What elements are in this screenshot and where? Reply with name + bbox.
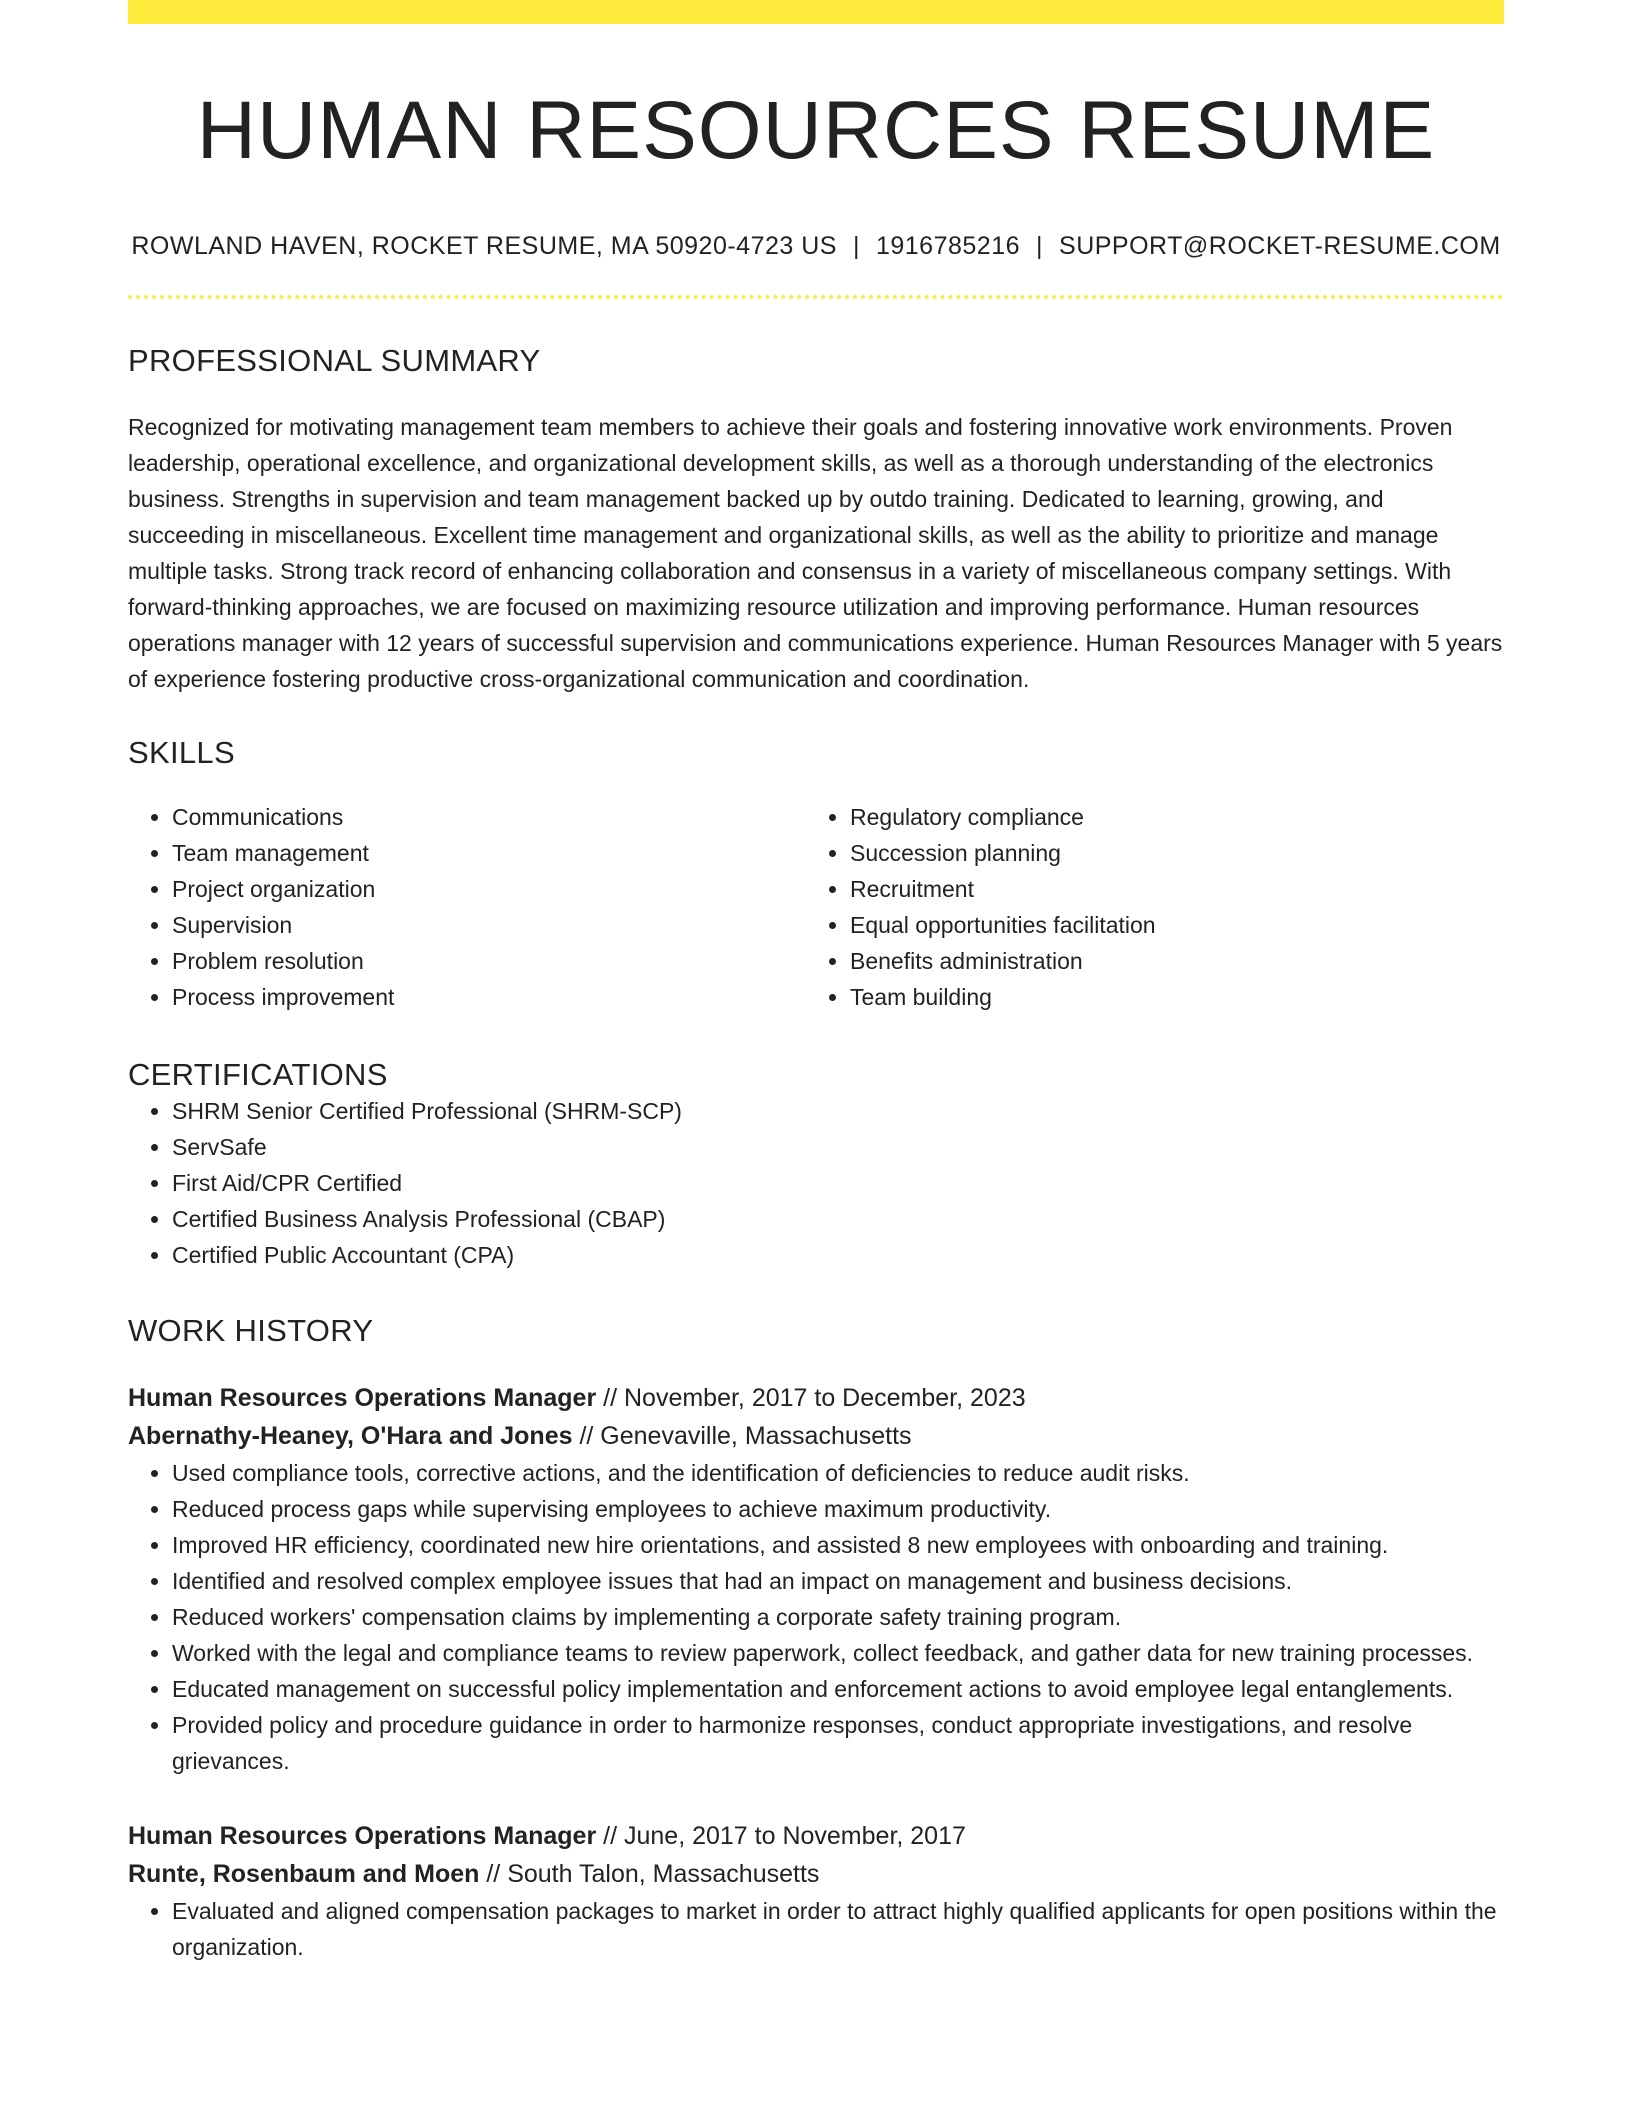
job-bullet: • Used compliance tools, corrective actions, and the identification of deficiencies to reduce audit risks. (172, 1455, 1504, 1491)
job-dates: // June, 2017 to November, 2017 (596, 1822, 966, 1851)
contact-email: SUPPORT@ROCKET-RESUME.COM (1059, 232, 1501, 261)
job-company-line (128, 1855, 1504, 1893)
skills-heading: SKILLS (128, 735, 235, 771)
certification-item: • Certified Public Accountant (CPA) (172, 1237, 1504, 1273)
job-entry (128, 1817, 1504, 1965)
job-location: // Genevaville, Massachusetts (572, 1422, 912, 1451)
skill-item: • Communications (172, 799, 806, 835)
skill-item: • Supervision (172, 907, 806, 943)
job-bullet: • Improved HR efficiency, coordinated new hire orientations, and assisted 8 new employees with onboarding and training. (172, 1527, 1504, 1563)
certification-item: • Certified Business Analysis Professional (CBAP) (172, 1201, 1504, 1237)
job-location: // South Talon, Massachusetts (479, 1860, 820, 1889)
skills-list-right (806, 799, 1484, 1015)
skills-columns (128, 799, 1504, 1015)
job-company: Runte, Rosenbaum and Moen (128, 1860, 480, 1889)
job-dates: // November, 2017 to December, 2023 (596, 1384, 1026, 1413)
job-bullet: • Reduced workers' compensation claims by implementing a corporate safety training program. (172, 1599, 1504, 1635)
certifications-list (128, 1093, 1504, 1273)
top-accent-bar (128, 0, 1504, 24)
job-bullets (128, 1893, 1504, 1965)
job-title: Human Resources Operations Manager (128, 1822, 597, 1851)
dotted-divider (128, 295, 1504, 299)
job-bullet: • Evaluated and aligned compensation packages to market in order to attract highly qualified applicants for open positions within the organization. (172, 1893, 1504, 1965)
contact-line (128, 232, 1504, 261)
skill-item: • Equal opportunities facilitation (850, 907, 1484, 943)
skills-column-right (806, 799, 1484, 1015)
job-bullet: • Identified and resolved complex employee issues that had an impact on management and business decisions. (172, 1563, 1504, 1599)
skill-item: • Team building (850, 979, 1484, 1015)
job-title-line (128, 1817, 1504, 1855)
skills-column-left (128, 799, 806, 1015)
certification-item: • First Aid/CPR Certified (172, 1165, 1504, 1201)
resume-page (128, 0, 1504, 1965)
contact-phone: 1916785216 (875, 232, 1021, 261)
job-bullet: • Worked with the legal and compliance teams to review paperwork, collect feedback, and gather data for new training processes. (172, 1635, 1504, 1671)
skill-item: • Benefits administration (850, 943, 1484, 979)
contact-separator: | (852, 232, 860, 261)
job-company-line (128, 1417, 1504, 1455)
summary-heading: PROFESSIONAL SUMMARY (128, 343, 541, 379)
skill-item: • Problem resolution (172, 943, 806, 979)
skill-item: • Project organization (172, 871, 806, 907)
contact-address: ROWLAND HAVEN, ROCKET RESUME, MA 50920-4723 US (131, 232, 837, 261)
skills-list-left (128, 799, 806, 1015)
job-bullet: • Reduced process gaps while supervising employees to achieve maximum productivity. (172, 1491, 1504, 1527)
summary-text: Recognized for motivating management team members to achieve their goals and fostering innovative work environments. Proven leadership, operational excellence, and organizational development skills, as well as a thorough understanding of the electronics business. Strengths in supervision and team management backed up by outdo training. Dedicated to learning, growing, and succeeding in miscellaneous. Excellent time management and organizational skills, as well as the ability to prioritize and manage multiple tasks. Strong track record of enhancing collaboration and consensus in a variety of miscellaneous company settings. With forward-thinking approaches, we are focused on maximizing resource utilization and improving performance. Human resources operations manager with 12 years of successful supervision and communications experience. Human Resources Manager with 5 years of experience fostering productive cross-organizational communication and coordination. (128, 414, 1503, 693)
work-history-heading: WORK HISTORY (128, 1313, 374, 1349)
certification-item: • ServSafe (172, 1129, 1504, 1165)
contact-separator: | (1036, 232, 1044, 261)
certification-item: • SHRM Senior Certified Professional (SHRM-SCP) (172, 1093, 1504, 1129)
job-bullet: • Educated management on successful policy implementation and enforcement actions to avoid employee legal entanglements. (172, 1671, 1504, 1707)
skill-item: • Team management (172, 835, 806, 871)
certifications-heading: CERTIFICATIONS (128, 1057, 388, 1093)
job-entry (128, 1379, 1504, 1779)
skill-item: • Process improvement (172, 979, 806, 1015)
skill-item: • Recruitment (850, 871, 1484, 907)
resume-title: HUMAN RESOURCES RESUME (196, 85, 1436, 176)
skill-item: • Regulatory compliance (850, 799, 1484, 835)
job-bullets (128, 1455, 1504, 1779)
job-title-line (128, 1379, 1504, 1417)
job-company: Abernathy-Heaney, O'Hara and Jones (128, 1422, 573, 1451)
job-bullet: • Provided policy and procedure guidance in order to harmonize responses, conduct appropriate investigations, and resolve grievances. (172, 1707, 1504, 1779)
job-title: Human Resources Operations Manager (128, 1384, 597, 1413)
skill-item: • Succession planning (850, 835, 1484, 871)
